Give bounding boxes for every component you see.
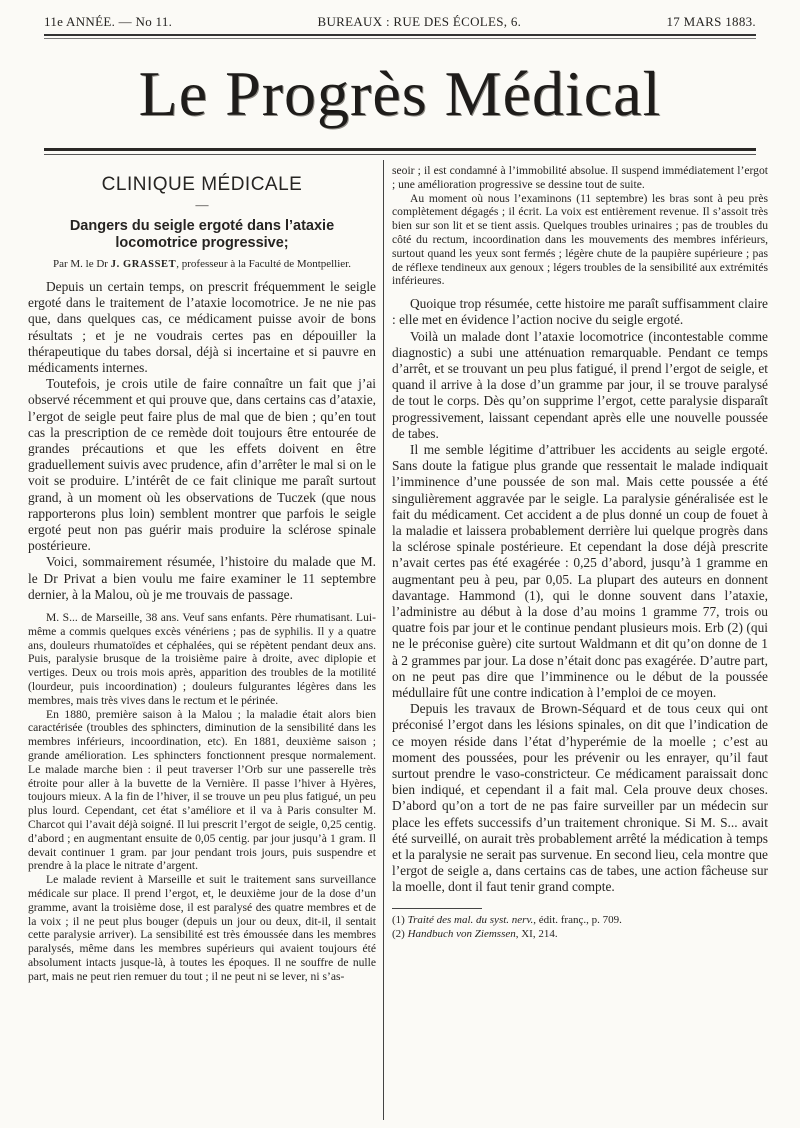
case-paragraph: En 1880, première saison à la Malou ; la maladie était alors bien caractérisée (troubles des sphincters, diminution de la sensibilité dans les membres inférieurs, incoordination, etc). En 1881, deuxième saison ; grande amélioration. Les sphincters fonctionnent presque normalement. Le malade marche bien : il peut traverser l’Orb sur une passerelle très étroite pour aller à la buvette de la Vernière. Il passe l’hiver à Hyères, toujours mieux. A la fin de l’hiver, il se trouve un peu plus fatigué, un peu plus lourd. Cependant, cet état s’améliore et il va à Paris consulter M. Charcot qui l’avait déjà soigné. Il lui prescrit l’ergot de seigle, 0,25 centig. d’abord ; en augmentant ensuite de 0,05 centig. par jour jusqu’à 1 gram. Il devait continuer 1 gram. par jour pendant trois jours, puis suspendre et prendre à la place le nitrate d’argent. <box>28 707 376 873</box>
paragraph: Quoique trop résumée, cette histoire me paraît suffisamment claire : elle met en évidence l’action nocive du seigle ergoté. <box>392 296 768 328</box>
footnote-mark: (2) <box>392 927 405 940</box>
paragraph: Voici, sommairement résumée, l’histoire du malade que M. le Dr Privat a bien voulu me faire examiner le 11 septembre dernier, à la Malou, où je me trouvais de passage. <box>28 554 376 602</box>
footnote-tail: , XI, 214. <box>515 927 558 940</box>
section-title: CLINIQUE MÉDICALE <box>101 174 303 195</box>
footnote-rule <box>392 908 482 909</box>
header-rule-thin <box>44 38 756 39</box>
case-paragraph: seoir ; il est condamné à l’immobilité absolue. Il suspend immédiatement l’ergot ; une amélioration progressive se dessine tout de suite. <box>392 164 768 191</box>
paragraph: Toutefois, je crois utile de faire connaître un fait que j’ai observé récemment et qui prouve que, dans certains cas d’ataxie, l’ergot de seigle peut faire plus de mal que de bien ; qu’en tout cas la prescription de ce remède doit toujours être entourée de grandes précautions et que les effets doivent en être graduellement suivis avec prudence, afin d’arrêter le mal si on le voit se produire. L’intérêt de ce fait clinique me paraît surtout grand, à un moment où les observations de Tuczek (que nous rapporterons plus loin) semblent montrer que parfois le seigle ergoté peut non pas guérir mais produire la sclérose spinale postérieure. <box>28 376 376 554</box>
masthead-rule <box>44 148 756 151</box>
office-address: BUREAUX : RUE DES ÉCOLES, 6. <box>317 14 522 29</box>
byline <box>28 258 376 271</box>
masthead-title: Le Progrès Médical <box>138 58 662 129</box>
author-name: J. GRASSET <box>110 259 177 270</box>
right-column <box>392 164 768 941</box>
footnote <box>392 913 768 927</box>
paragraph: Il me semble légitime d’attribuer les accidents au seigle ergoté. Sans doute la fatigue plus grande que ressentait le malade indiquait l’imminence d’une poussée de son mal. Mais cette poussée a été singulièrement aggravée par le seigle. La paralysie généralisée est le fait du médicament. Cet accident a de plus donné un coup de fouet à la maladie et laissera probablement derrière lui quelque progrès dans la sclérose spinale postérieure. Et cependant la dose déjà prescrite n’avait certes pas été exagérée : 0,25 d’abord, jusqu’à 1 gramme en augmentant peu à peu, par 0,05. La plupart des auteurs en donnent davantage. Hammond (1), qui le donne souvent dans l’ataxie, l’administre au début à la dose d’au moins 1 gramme 77, trois ou quatre fois par jour et le continue pendant plusieurs mois. Erb (2) (qui ne le préconise guère) cite surtout Waldmann et dit qu’on donne de 1 à 2 grammes par jour. La dose n’était donc pas exagérée. D’autre part, on ne peut pas dire que l’imminence ou le début de la poussée médullaire fût une contre indication à l’emploi de ce moyen. <box>392 442 768 701</box>
section-dash: — <box>195 197 209 212</box>
header-rule <box>44 34 756 36</box>
page-header <box>44 14 756 30</box>
issue-number: 11e ANNÉE. — No 11. <box>44 14 173 29</box>
footnote <box>392 927 768 941</box>
case-paragraph: M. S... de Marseille, 38 ans. Veuf sans enfants. Père rhumatisant. Lui-même a commis quelques excès vénériens ; pas de syphilis. Il y a quatre ans, douleurs rhumatoïdes et céphalées, qui se répètent pendant deux ans. Puis, paralysie brusque de la troisième paire à droite, avec diplopie et vertiges. Deux ou trois mois après, apparition des troubles de la motilité (lourdeur, puis incoordination) ; douleurs fulgurantes légères dans les membres, mais très vives dans le rectum et le périnée. <box>28 611 376 707</box>
paragraph: Depuis un certain temps, on prescrit fréquemment le seigle ergoté dans le traitement de l’ataxie locomotrice. Je ne nie pas que, dans quelques cas, ce médicament puisse avoir de bons résultats ; et je ne voudrais certes pas en dépouiller la thérapeutique du tabes dorsal, déjà si incertaine et si pauvre en médicaments internes. <box>28 279 376 376</box>
paragraph: Depuis les travaux de Brown-Séquard et de tous ceux qui ont préconisé l’ergot dans les lésions spinales, on dit que l’indication de ce moyen réside dans l’état d’hyperémie de la moelle ; c’est au moment des poussées, pour les prévenir ou les enrayer, qu’il faut surtout prendre le vaso-constricteur. Ce médicament paraissait donc bien indiqué, et cependant il a fait mal. Cela prouve deux choses. D’abord qu’on a tort de ne pas faire surveiller par un médecin sur place les effets successifs d’un traitement chronique. Si M. S... avait été surveillé, on aurait très probablement arrêté la médication à temps et la paralysie ne serait pas survenue. En second lieu, cela montre que l’ergot de seigle a, dans certains cas de tabes, une action fâcheuse sur la moelle, dont il faut tenir grand compte. <box>392 701 768 895</box>
case-paragraph: Au moment où nous l’examinons (11 septembre) les bras sont à peu près complètement dégagés ; il écrit. La voix est entièrement revenue. Il s’assoit très bien sur son lit et se tient assis. Quelques troubles urinaires ; pas de troubles du côté du rectum, incoordination dans les mouvements des membres inférieurs, surtout quand les yeux sont fermés ; légère chute de la paupière supérieure ; pas de réflexe tendineux aux genoux ; légers troubles de la sensibilité aux extrémités inférieures. <box>392 191 768 288</box>
masthead-rule-thin <box>44 154 756 155</box>
footnote-tail: , édit. franç., p. 709. <box>533 913 622 926</box>
footnote-title: Traité des mal. du syst. nerv. <box>407 913 534 926</box>
case-paragraph: Le malade revient à Marseille et suit le traitement sans surveillance médicale sur place. Il prend l’ergot, et, le deuxième jour de la dose d’un gramme, avant la troisième dose, il est paralysé des quatre membres et de la voix ; il ne peut plus bouger (depuis un jour ou deux, dit-il, il sentait cette paralysie arriver). La sensibilité est très émoussée dans les membres paralysés, même dans les membres supérieurs qui avaient toujours été absolument intacts jusque-là, à toutes les époques. Il ne souffre de nulle part, mais ne peut rien remuer du tout ; il ne peut ni se lever, ni s’as- <box>28 873 376 983</box>
footnote-title: Handbuch von Ziemssen <box>407 927 516 940</box>
byline-suffix: , professeur à la Faculté de Montpellier. <box>176 258 351 270</box>
article-title: Dangers du seigle ergoté dans l’ataxie locomotrice progressive; <box>69 218 335 251</box>
footnote-mark: (1) <box>392 913 405 926</box>
issue-date: 17 MARS 1883. <box>666 14 756 29</box>
left-column <box>28 164 376 984</box>
paragraph: Voilà un malade dont l’ataxie locomotrice (incontestable comme diagnostic) a subi une atténuation remarquable. Pendant ce temps d’arrêt, et se trouvant un peu plus fatigué, il prend l’ergot de seigle, et quand il arrive à la dose d’un gramme par jour, il se trouve paralysé de tout le corps. Dès qu’on supprime l’ergot, cette paralysie disparaît progressivement, laissant cependant après elle une nouvelle poussée de tabes. <box>392 328 768 441</box>
column-divider <box>383 160 384 1120</box>
byline-prefix: Par M. le Dr <box>52 258 108 270</box>
